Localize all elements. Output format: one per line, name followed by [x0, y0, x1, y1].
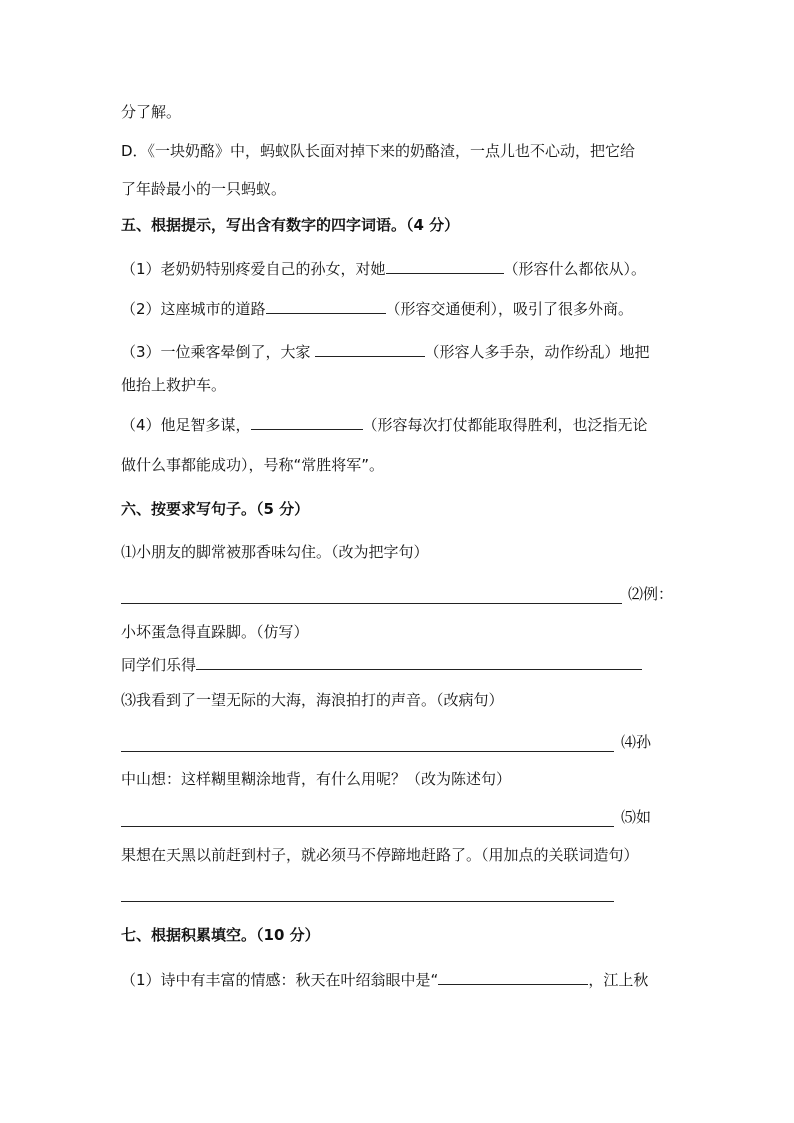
- question-6-5-number: ⑸如: [621, 808, 652, 826]
- section-5-title: 五、根据提示，写出含有数字的四字词语。（4 分）: [121, 216, 460, 234]
- question-text: ，江上秋: [588, 971, 649, 989]
- text-line: 做什么事都能成功），号称“常胜将军”。: [121, 456, 385, 474]
- question-6-2-number: ⑵例：: [628, 585, 674, 603]
- answer-line[interactable]: [121, 826, 614, 827]
- question-5-4: [121, 413, 648, 435]
- question-5-2: [121, 297, 633, 319]
- question-hint: （形容交通便利），吸引了很多外商。: [385, 300, 634, 318]
- question-text: （1）诗中有丰富的情感：秋天在叶绍翁眼中是“: [121, 971, 439, 989]
- answer-line[interactable]: [121, 603, 622, 604]
- answer-blank[interactable]: [196, 653, 642, 670]
- answer-line[interactable]: [121, 751, 614, 752]
- answer-blank[interactable]: [315, 340, 425, 357]
- question-6-2-answer: [121, 653, 642, 675]
- question-text: （2）这座城市的道路: [121, 300, 266, 318]
- answer-blank[interactable]: [266, 297, 386, 314]
- question-6-1: ⑴小朋友的脚常被那香味勾住。（改为把字句）: [121, 543, 429, 561]
- question-text: （1）老奶奶特别疼爱自己的孙女，对她: [121, 260, 386, 278]
- question-text: 同学们乐得: [121, 656, 197, 674]
- section-7-title: 七、根据积累填空。（10 分）: [121, 926, 320, 944]
- text-line: 了年龄最小的一只蚂蚁。: [121, 180, 287, 198]
- question-6-5: 果想在天黑以前赶到村子，就必须马不停蹄地赶路了。（用加点的关联词造句）: [121, 846, 639, 864]
- question-hint: （形容每次打仗都能取得胜利，也泛指无论: [362, 416, 648, 434]
- question-6-2: 小坏蛋急得直跺脚。（仿写）: [121, 623, 309, 641]
- question-text: （4）他足智多谋，: [121, 416, 251, 434]
- answer-blank[interactable]: [438, 968, 588, 985]
- question-6-4: 中山想：这样糊里糊涂地背，有什么用呢？（改为陈述句）: [121, 770, 512, 788]
- question-hint: （形容人多手杂，动作纷乱）地把: [424, 343, 650, 361]
- question-6-4-number: ⑷孙: [621, 733, 652, 751]
- question-6-3: ⑶我看到了一望无际的大海，海浪拍打的声音。（改病句）: [121, 691, 504, 709]
- answer-blank[interactable]: [386, 257, 504, 274]
- question-hint: （形容什么都依从）。: [503, 260, 647, 278]
- text-line: 他抬上救护车。: [121, 376, 227, 394]
- question-7-1: [121, 968, 648, 990]
- answer-line[interactable]: [121, 901, 614, 902]
- text-line: 分了解。: [121, 103, 182, 121]
- section-6-title: 六、按要求写句子。（5 分）: [121, 500, 310, 518]
- question-text: （3）一位乘客晕倒了，大家: [121, 343, 311, 361]
- text-line: D．《一块奶酪》中，蚂蚁队长面对掉下来的奶酪渣，一点儿也不心动，把它给: [121, 142, 636, 160]
- question-5-3: [121, 340, 650, 362]
- answer-blank[interactable]: [251, 413, 363, 430]
- question-5-1: [121, 257, 646, 279]
